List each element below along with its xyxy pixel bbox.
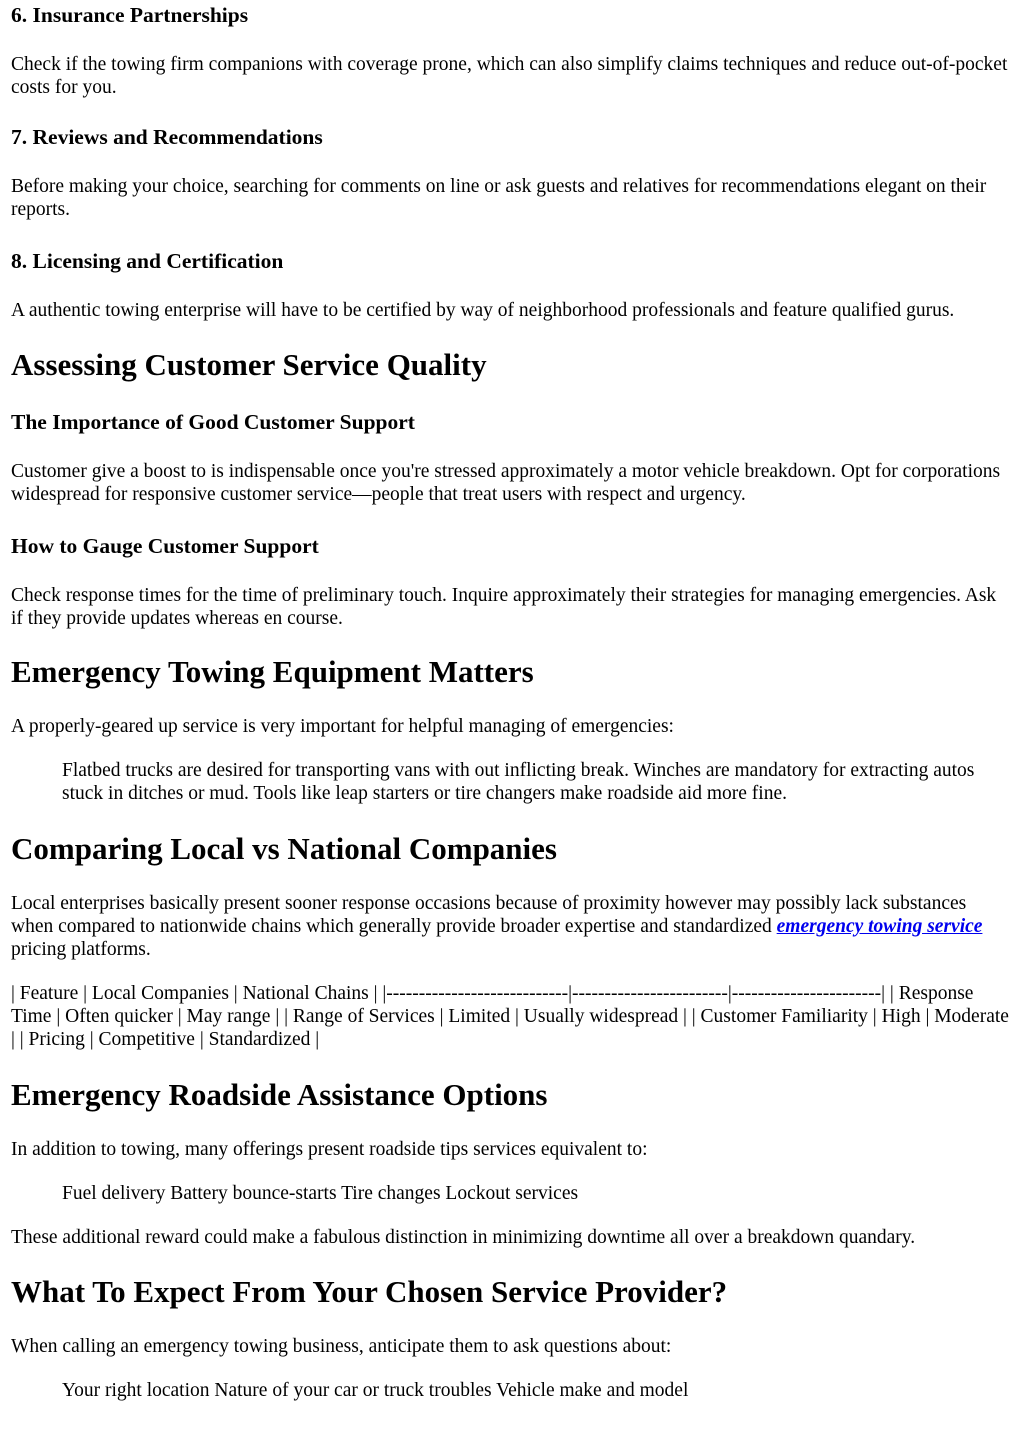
comparison-table-text: | Feature | Local Companies | National Chains | |----------------------------|------------------------|-----------------------| | Response Time | Often quicker | May range | | Range of Services | Limited | Usually widespread | | Customer Familiarity | High | Moderate | | Pricing | Competitive | Standardized |	[11, 983, 1009, 1050]
comparison-heading: Comparing Local vs National Companies	[11, 831, 557, 866]
comparison-paragraph	[11, 892, 1011, 961]
insurance-partnerships-heading: 6. Insurance Partnerships	[11, 3, 249, 27]
insurance-partnerships-paragraph: Check if the towing firm companions with coverage prone, which can also simplify claims techniques and reduce out-of-pocket costs for you.	[11, 54, 1008, 98]
roadside-outro: These additional reward could make a fabulous distinction in minimizing downtime all over a breakdown quandary.	[11, 1227, 916, 1248]
customer-support-importance-heading: The Importance of Good Customer Support	[11, 410, 415, 434]
reviews-heading: 7. Reviews and Recommendations	[11, 125, 323, 149]
gauge-support-heading: How to Gauge Customer Support	[11, 534, 319, 558]
expect-heading: What To Expect From Your Chosen Service Provider?	[11, 1274, 728, 1309]
roadside-intro: In addition to towing, many offerings present roadside tips services equivalent to:	[11, 1139, 648, 1160]
expect-list: Your right location Nature of your car or truck troubles Vehicle make and model	[62, 1380, 689, 1401]
comparison-text-before: Local enterprises basically present sooner response occasions because of proximity however may possibly lack substances when compared to nationwide chains which generally provide broader expertise and standardized	[11, 893, 967, 937]
licensing-paragraph: A authentic towing enterprise will have to be certified by way of neighborhood professionals and feature qualified gurus.	[11, 300, 955, 321]
gauge-support-paragraph: Check response times for the time of preliminary touch. Inquire approximately their strategies for managing emergencies. Ask if they provide updates whereas en course.	[11, 585, 997, 629]
equipment-intro: A properly-geared up service is very important for helpful managing of emergencies:	[11, 716, 674, 737]
equipment-list: Flatbed trucks are desired for transporting vans with out inflicting break. Winches are mandatory for extracting autos stuck in ditches or mud. Tools like leap starters or tire changers make roadside aid more fine.	[62, 760, 975, 804]
roadside-heading: Emergency Roadside Assistance Options	[11, 1077, 548, 1112]
reviews-paragraph: Before making your choice, searching for comments on line or ask guests and relatives for recommendations elegant on their reports.	[11, 176, 987, 220]
roadside-list: Fuel delivery Battery bounce-starts Tire changes Lockout services	[62, 1183, 579, 1204]
expect-intro: When calling an emergency towing business, anticipate them to ask questions about:	[11, 1336, 672, 1357]
customer-service-heading: Assessing Customer Service Quality	[11, 347, 487, 382]
equipment-heading: Emergency Towing Equipment Matters	[11, 654, 534, 689]
comparison-text-after: pricing platforms.	[11, 939, 151, 960]
emergency-towing-service-link[interactable]: emergency towing service	[776, 916, 983, 937]
licensing-heading: 8. Licensing and Certification	[11, 249, 284, 273]
customer-support-importance-paragraph: Customer give a boost to is indispensable once you're stressed approximately a motor vehicle breakdown. Opt for corporations widespread for responsive customer service—people that treat users with respect and urgency.	[11, 461, 1001, 505]
